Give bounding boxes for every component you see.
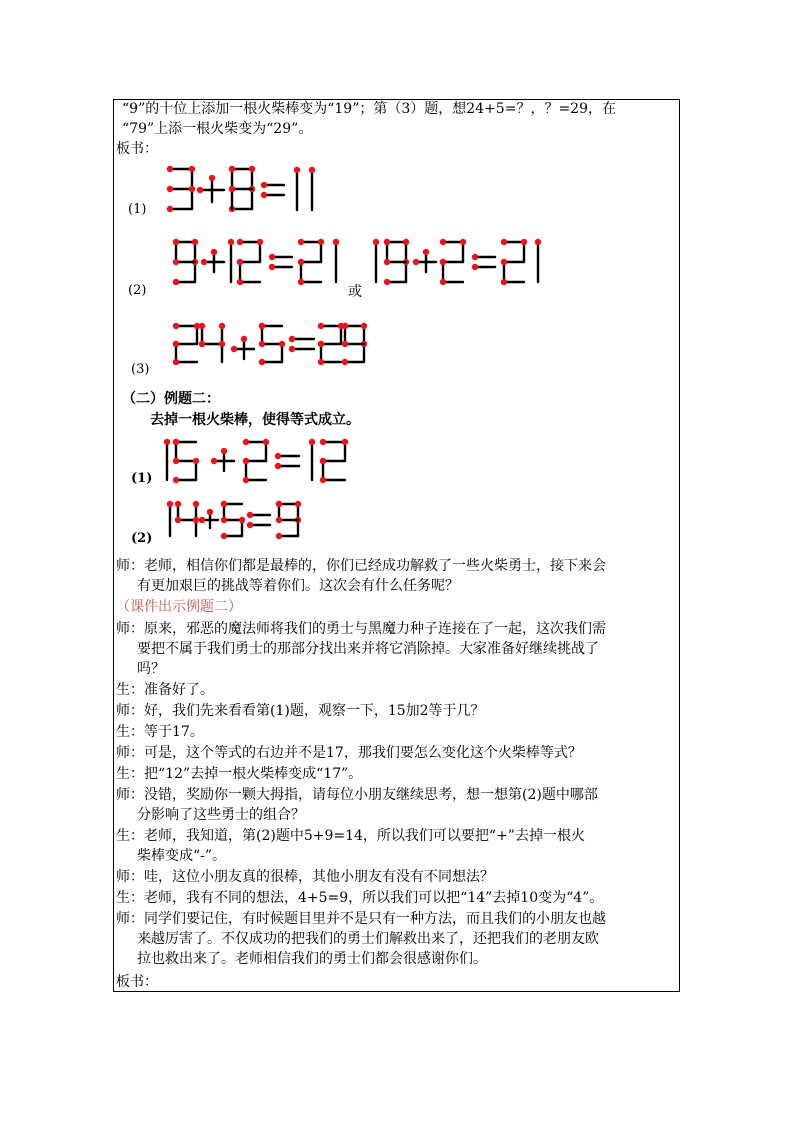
example2-eq1-digit-2-seg-d (243, 477, 266, 483)
example2-eq2-plus-v (207, 509, 213, 528)
board-title-1: 板书： (116, 141, 158, 157)
example2-eq1-digit-2-seg-e (243, 458, 249, 480)
board1-eq2a-digit-2b-seg-b (318, 239, 324, 262)
board1-eq2a-digit-2b-seg-d (298, 279, 321, 285)
board1-eq3-digit-4-seg-c (219, 341, 225, 362)
example2-eq2-digit-5-seg-c (239, 517, 245, 536)
board1-eq2b-digit-9-seg-d (384, 279, 406, 285)
dialogue-line-12: 师：没错，奖励你一颗大拇指，请每位小朋友继续思考，想一想第(2)题中哪部 (116, 787, 598, 803)
board1-eq3-digit-9-seg-g (342, 341, 364, 347)
board1-eq2a-plus-h (201, 259, 224, 265)
dialogue-line-17: 生：老师，我有不同的想法，4+5=9，所以我们可以把“14”去掉10变为“4”。 (116, 890, 604, 906)
board1-eq2b-digit-2-seg-e (440, 259, 446, 282)
example2-eq1-equals-top (275, 453, 299, 459)
dialogue-line-4: 师：原来，邪恶的魔法师将我们的勇士与黑魔力种子连接在了一起，这次我们需 (116, 621, 606, 637)
board1-eq1-plus-v (209, 175, 215, 202)
board1-eq2a-digit-9-seg-g (173, 259, 195, 265)
board1-eq2a-digit-2-seg-e (237, 259, 243, 282)
example2-eq1-digit-5-seg-d (173, 477, 196, 483)
board1-eq2b-digit-9-seg-b (403, 239, 409, 262)
example2-eq2-equals-bot (247, 522, 270, 528)
example2-eq1-digit-2b-seg-b (342, 439, 348, 461)
example2-eq1-digit-5-seg-g (173, 458, 196, 464)
dialogue-line-18: 师：同学们要记住，有时候题目里并不是只有一种方法，而且我们的小朋友也越 (116, 911, 606, 927)
board1-eq1-label: (1) (128, 202, 147, 217)
example2-eq2-digit-9-seg-d (276, 533, 298, 539)
intro-line-1: “9”的十位上添加一根火柴棒变为“19”；第（3）题，想24+5=？，？=29，在 (122, 101, 616, 117)
example2-eq1-digit-2b-seg-a (320, 439, 345, 445)
dialogue-line-14: 生：老师，我知道，第(2)题中5+9=14，所以我们可以要把“+”去掉一根火 (116, 828, 585, 844)
board1-eq1-digit-3-seg-a (167, 166, 192, 172)
example2-eq2-digit-5-seg-d (221, 533, 242, 539)
dialogue-line-13: 分影响了这些勇士的组合？ (137, 807, 305, 823)
board1-eq2b-one-b (535, 239, 541, 282)
example2-eq1-digit-5-seg-c (193, 458, 199, 480)
board1-eq2a-digit-2-seg-b (257, 239, 263, 262)
board1-eq3-digit-5-seg-g (259, 341, 282, 347)
example2-eq1-digit-5-seg-f (173, 439, 179, 461)
board1-eq2b-digit-2b-seg-e (501, 259, 507, 282)
board1-eq3-digit-5-seg-c (279, 341, 285, 362)
board1-eq2b-digit-2b-seg-d (501, 279, 524, 285)
board1-eq2a-plus-v (211, 249, 217, 272)
board1-eq1-digit-3-seg-b (189, 166, 195, 189)
board1-eq2a-digit-2-seg-a (237, 239, 260, 245)
board1-eq2a-one (228, 239, 234, 282)
board1-eq2b-digit-9-seg-f (384, 239, 390, 262)
board1-eq2b-digit-2b-seg-a (501, 239, 524, 245)
board1-eq2b-plus-v (423, 249, 429, 272)
example2-eq2-plus-h (199, 517, 218, 523)
example2-eq1-digit-2b-seg-e (320, 458, 326, 480)
dialogue-line-20: 拉也救出来了。老师相信我们的勇士们都会很感谢你们。 (137, 951, 487, 967)
board1-eq2a-digit-9-seg-b (192, 239, 198, 262)
board1-eq2b-digit-2-seg-a (440, 239, 463, 245)
dialogue-line-1: 师：老师，相信你们都是最棒的，你们已经成功解救了一些火柴勇士，接下来会 (116, 558, 606, 574)
example2-eq1-plus-v (221, 448, 227, 471)
board1-eq1-digit-3-seg-d (167, 206, 192, 212)
example2-instruction: 去掉一根火柴棒，使得等式成立。 (150, 412, 360, 428)
board1-eq3-plus-v (241, 336, 247, 359)
board1-eq1-digit-8-seg-g (229, 186, 252, 192)
example2-eq2-digit-4-seg-c (193, 517, 199, 536)
board1-eq3-digit-9-seg-d (342, 359, 364, 365)
example2-eq2-equals-top (247, 512, 270, 518)
board1-eq1-one-a (294, 167, 300, 210)
board1-eq3-digit-2-seg-d (173, 359, 197, 365)
board1-eq2a-digit-2b-seg-e (298, 259, 304, 282)
board1-eq3-equals-top (289, 336, 314, 342)
example2-eq1-equals-bot (275, 463, 299, 469)
board1-eq2a-digit-9-seg-d (173, 279, 195, 285)
example2-eq1-plus-h (211, 458, 234, 464)
board1-eq2a-one-b (333, 239, 339, 282)
example2-eq2-digit-9-seg-g (276, 517, 298, 523)
board1-eq3-digit-2b-seg-d (318, 359, 341, 365)
example2-eq1-digit-2b-seg-d (320, 477, 345, 483)
board1-eq2b-plus-h (413, 259, 436, 265)
board1-eq2b-digit-9-seg-g (384, 259, 406, 265)
board1-eq1-digit-3-seg-g (167, 186, 192, 192)
board1-eq1-equals-top (261, 182, 284, 188)
example2-eq1-digit-2-seg-a (243, 439, 266, 445)
board-title-2: 板书： (116, 974, 158, 990)
dialogue-line-19: 来越厉害了。不仅成功的把我们的勇士们解救出来了，还把我们的老朋友欧 (137, 931, 599, 947)
board1-eq2a-digit-2-seg-d (237, 279, 260, 285)
example2-eq1-label: (1) (131, 471, 153, 486)
intro-line-2: “79”上添一根火柴变为“29”。 (122, 121, 313, 137)
dialogue-line-2: 有更加艰巨的挑战等着你们。这次会有什么任务呢？ (137, 578, 459, 594)
board1-eq3-digit-2b-seg-a (318, 323, 341, 329)
dialogue-line-5: 要把不属于我们勇士的那部分找出来并将它消除掉。大家准备好继续挑战了 (137, 641, 599, 657)
board1-eq2a-digit-9-seg-f (173, 239, 179, 262)
board1-eq2b-digit-2b-seg-b (521, 239, 527, 262)
example2-eq1-one (164, 439, 170, 480)
dialogue-line-11: 生：把“12”去掉一根火柴棒变成“17”。 (116, 766, 363, 782)
board1-or-text: 或 (348, 284, 362, 300)
board1-eq1-digit-3-seg-c (189, 186, 195, 209)
board1-eq3-label: (3) (131, 362, 150, 377)
board1-eq2b-equals-bot (472, 264, 495, 270)
dialogue-line-7: 生：准备好了。 (116, 682, 214, 698)
board1-eq3-equals-bot (289, 346, 314, 352)
board1-eq3-digit-4-seg-g (199, 341, 222, 347)
dialogue-courseware-note: （课件出示例题二） (116, 599, 242, 615)
board1-eq2b-digit-2-seg-b (460, 239, 466, 262)
example2-heading: （二）例题二： (122, 391, 220, 407)
dialogue-line-16: 师：哇，这位小朋友真的很棒，其他小朋友有没有不同想法？ (116, 869, 494, 885)
board1-eq3-digit-5-seg-d (259, 359, 282, 365)
board1-eq2b-equals-top (472, 254, 495, 260)
board1-eq2b-one (373, 239, 379, 282)
board1-eq2a-equals-top (269, 254, 292, 260)
board1-eq1-digit-8-seg-f (229, 166, 235, 189)
example2-eq2-label: (2) (131, 531, 153, 546)
dialogue-line-9: 生：等于17。 (116, 724, 204, 740)
dialogue-line-15: 柴棒变成“-”。 (137, 848, 227, 864)
dialogue-line-6: 吗？ (137, 661, 165, 677)
board1-eq2a-digit-2b-seg-a (298, 239, 321, 245)
board1-eq3-digit-2-seg-a (173, 323, 197, 329)
board1-eq3-plus-h (231, 346, 254, 352)
board1-eq1-equals-bot (261, 192, 284, 198)
board1-eq1-plus-h (197, 187, 224, 193)
board1-eq1-digit-8-seg-b (249, 166, 255, 189)
board1-eq2a-equals-bot (269, 264, 292, 270)
board1-eq2b-digit-2-seg-d (440, 279, 463, 285)
board1-eq1-one-b (309, 167, 315, 210)
example2-eq2-one (167, 501, 173, 536)
board1-eq2-label: (2) (128, 283, 147, 298)
example2-eq1-one-b (309, 439, 315, 480)
dialogue-line-10: 师：可是，这个等式的右边并不是17，那我们要怎么变化这个火柴棒等式？ (116, 745, 582, 761)
example2-eq1-digit-2-seg-b (263, 439, 269, 461)
dialogue-line-8: 师：好，我们先来看看第(1)题，观察一下，15加2等于几？ (116, 703, 485, 719)
